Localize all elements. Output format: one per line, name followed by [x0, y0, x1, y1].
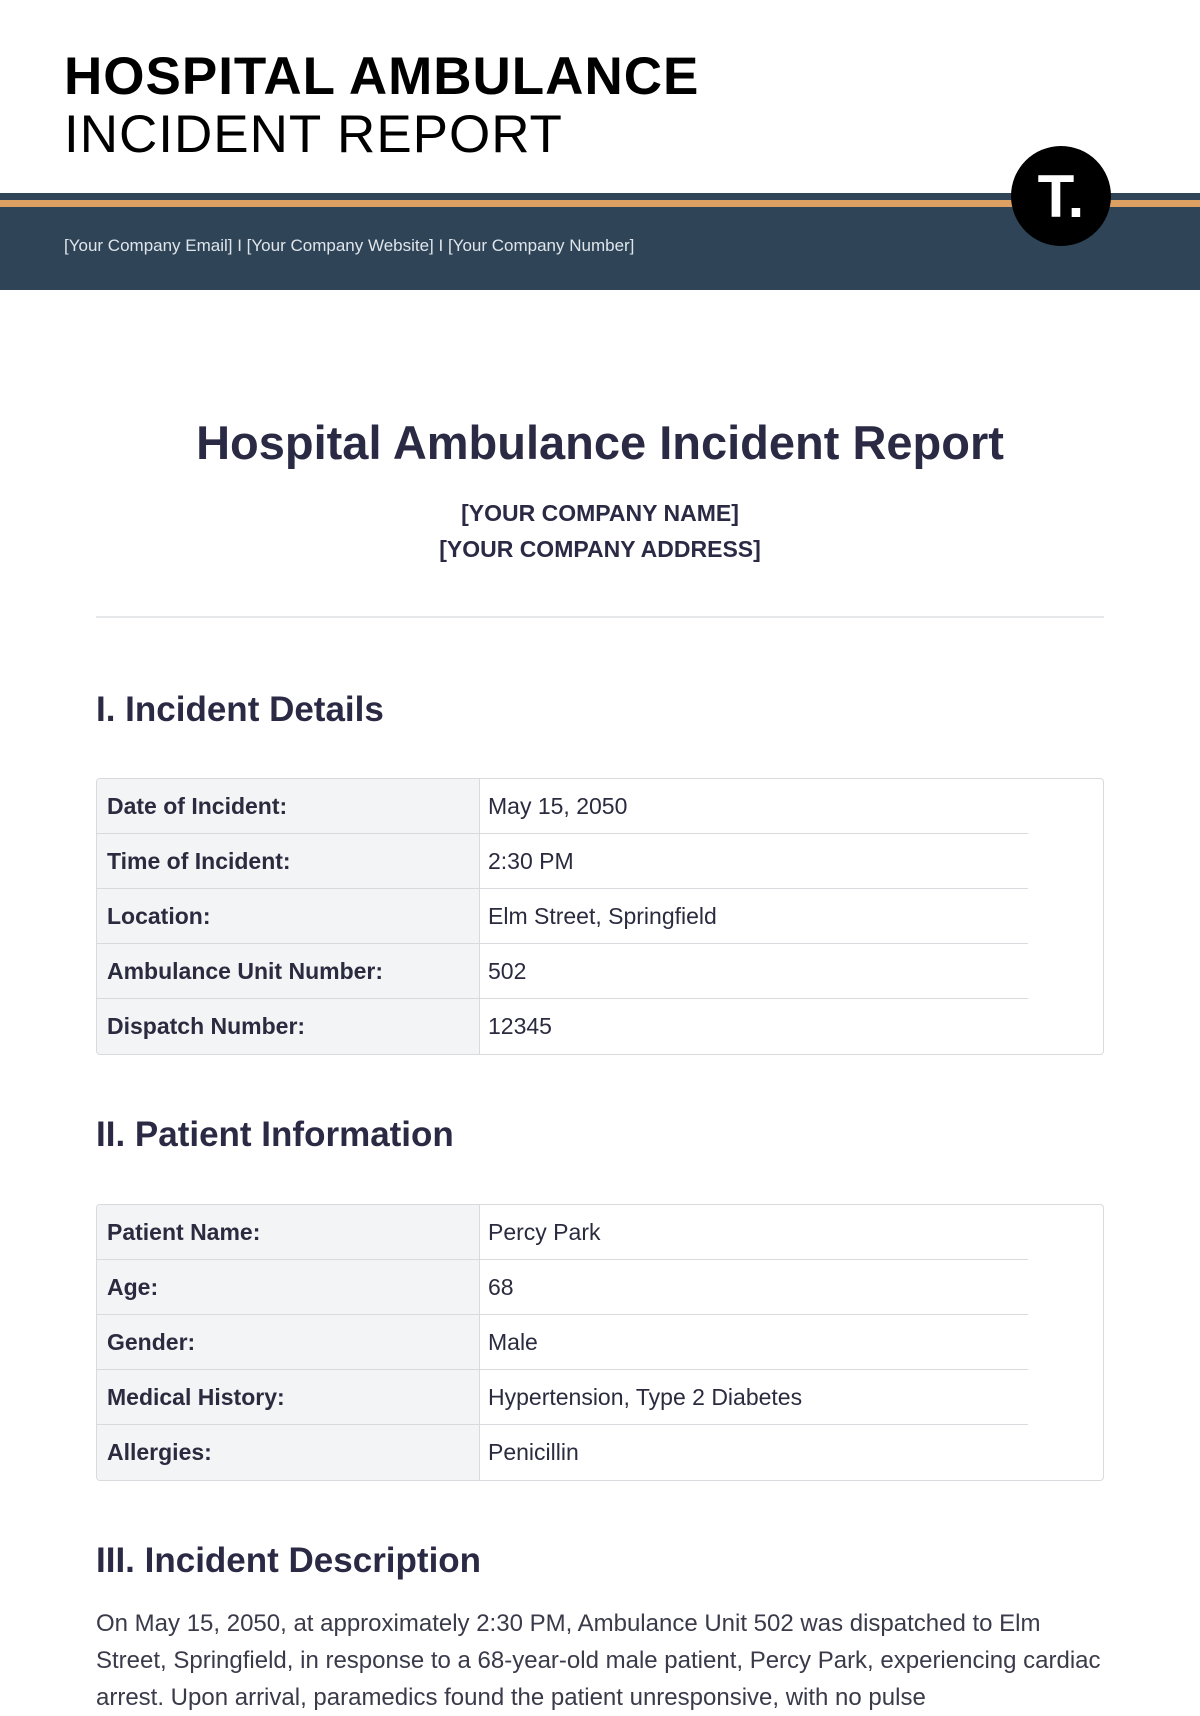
row-value: 2:30 PM [480, 834, 1028, 889]
table-row [97, 944, 1103, 999]
contact-info: [Your Company Email] I [Your Company Website] I [Your Company Number] [64, 236, 635, 255]
row-value: Penicillin [488, 1439, 579, 1465]
row-value: 68 [480, 1260, 1028, 1315]
divider [96, 616, 1104, 618]
incident-details-table [96, 778, 1104, 1055]
row-label: Age: [97, 1260, 480, 1315]
row-label: Allergies: [97, 1425, 480, 1480]
row-value: May 15, 2050 [480, 779, 1028, 834]
section-heading-patient-information: II. Patient Information [96, 1115, 454, 1154]
table-row [97, 1205, 1103, 1260]
table-row [97, 834, 1103, 889]
patient-information-table [96, 1204, 1104, 1481]
row-value: Male [480, 1315, 1028, 1370]
header-title-bold: HOSPITAL AMBULANCE [64, 47, 700, 106]
logo-text: T. [1037, 162, 1085, 230]
row-value: Elm Street, Springfield [480, 889, 1028, 944]
row-label: Medical History: [97, 1370, 480, 1425]
row-value: 502 [480, 944, 1028, 999]
header-title [64, 48, 699, 164]
table-row [97, 1370, 1103, 1425]
table-row [97, 889, 1103, 944]
incident-description-paragraph: On May 15, 2050, at approximately 2:30 PM, Ambulance Unit 502 was dispatched to Elm Street, Springfield, in response to a 68-year-old male patient, Percy Park, experiencing cardiac arrest. Upon arrival, paramedics found the patient unresponsive, with no pulse [96, 1610, 1101, 1711]
company-name: [YOUR COMPANY NAME] [461, 500, 739, 526]
row-label: Date of Incident: [97, 779, 480, 834]
company-address: [YOUR COMPANY ADDRESS] [439, 536, 761, 562]
header-title-light: INCIDENT REPORT [64, 105, 563, 164]
row-value: 12345 [488, 1013, 552, 1039]
table-row [97, 779, 1103, 834]
document-title: Hospital Ambulance Incident Report [196, 416, 1004, 469]
row-value: Hypertension, Type 2 Diabetes [480, 1370, 1028, 1425]
row-label: Patient Name: [97, 1205, 480, 1260]
row-label: Ambulance Unit Number: [97, 944, 480, 999]
section-heading-incident-details: I. Incident Details [96, 690, 384, 729]
row-label: Time of Incident: [97, 834, 480, 889]
section-heading-incident-description: III. Incident Description [96, 1541, 482, 1580]
table-row [97, 1260, 1103, 1315]
company-logo [1011, 146, 1111, 246]
table-row [97, 1315, 1103, 1370]
row-value: Percy Park [480, 1205, 1028, 1260]
row-label: Dispatch Number: [97, 999, 480, 1054]
table-row [97, 999, 1103, 1054]
row-label: Gender: [97, 1315, 480, 1370]
row-label: Location: [97, 889, 480, 944]
table-row [97, 1425, 1103, 1480]
